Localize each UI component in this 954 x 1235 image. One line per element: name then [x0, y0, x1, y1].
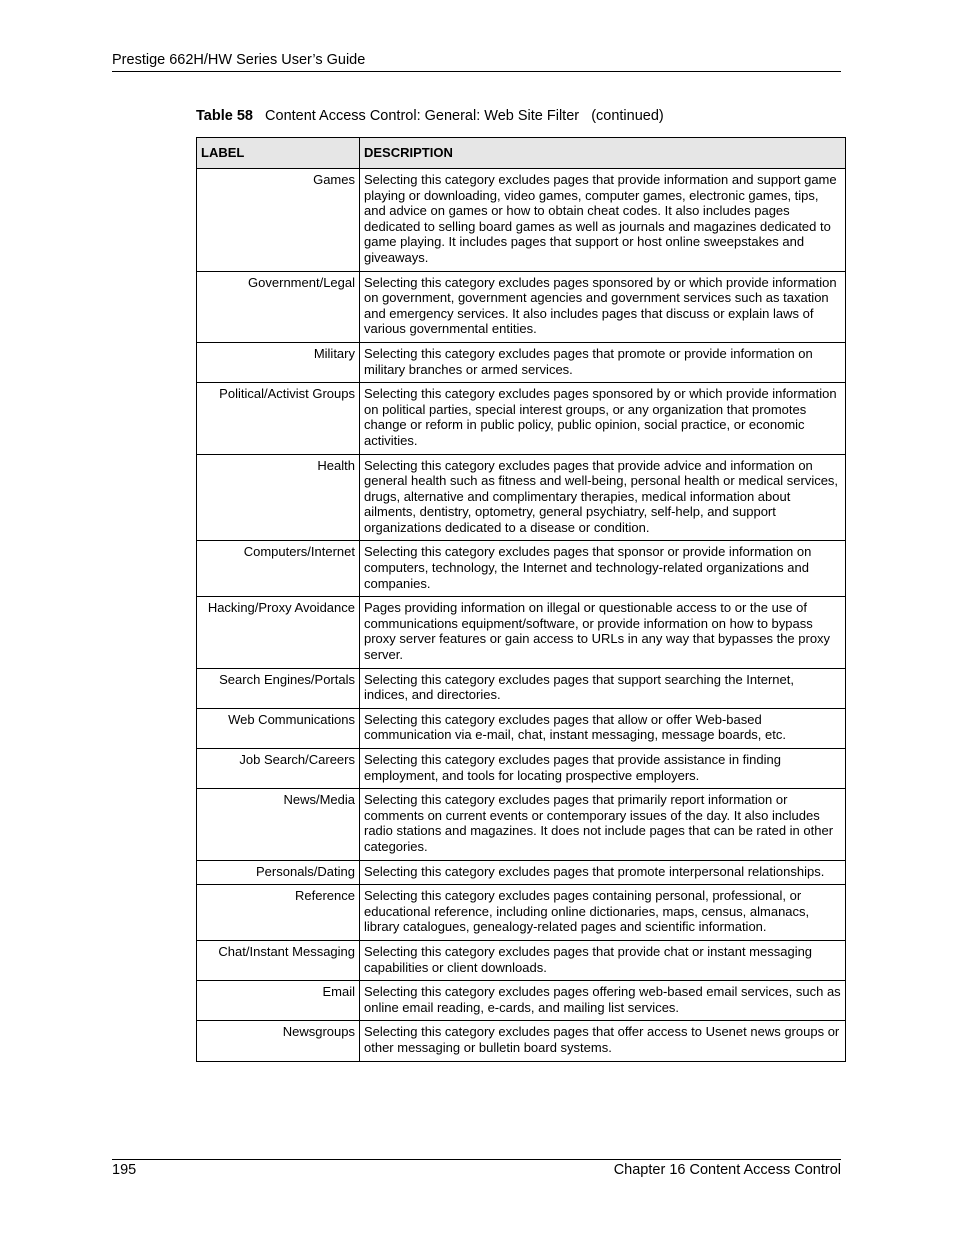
row-label: Web Communications — [197, 708, 360, 748]
row-description: Selecting this category excludes pages that sponsor or provide information on computers, technology, the Internet and technology-related organizations and companies. — [360, 541, 846, 597]
table-caption — [196, 108, 664, 124]
table-row — [197, 169, 846, 272]
row-description: Selecting this category excludes pages that offer access to Usenet news groups or other messaging or bulletin board systems. — [360, 1021, 846, 1061]
row-description: Selecting this category excludes pages that promote interpersonal relationships. — [360, 860, 846, 885]
header-divider — [112, 71, 841, 72]
table-row — [197, 981, 846, 1021]
row-description: Selecting this category excludes pages that promote or provide information on military branches or armed services. — [360, 342, 846, 382]
page-number: 195 — [112, 1162, 137, 1178]
table-row — [197, 342, 846, 382]
table-row — [197, 789, 846, 860]
row-label: Job Search/Careers — [197, 749, 360, 789]
table-row — [197, 749, 846, 789]
row-label: Health — [197, 454, 360, 541]
row-label: Games — [197, 169, 360, 272]
row-description: Selecting this category excludes pages that provide advice and information on general health such as fitness and well-being, personal health or medical services, drugs, alternative and complimentary therapies, medical information about ailments, dentistry, optometry, general psychiatry, self-help, and support organizations dedicated to a disease or condition. — [360, 454, 846, 541]
table-continued-note: (continued) — [591, 108, 664, 124]
row-description: Selecting this category excludes pages that primarily report information or comments on current events or contemporary issues of the day. It also includes radio stations and magazines. It does not include pages that can be rated in other categories. — [360, 789, 846, 860]
row-label: Email — [197, 981, 360, 1021]
running-header-title: Prestige 662H/HW Series User’s Guide — [112, 52, 366, 68]
row-description: Selecting this category excludes pages that provide chat or instant messaging capabilities or client downloads. — [360, 940, 846, 980]
table-row — [197, 541, 846, 597]
row-label: Reference — [197, 885, 360, 941]
row-label: Chat/Instant Messaging — [197, 940, 360, 980]
table-row — [197, 454, 846, 541]
table-row — [197, 668, 846, 708]
footer-divider — [112, 1159, 841, 1160]
table-row — [197, 1021, 846, 1061]
row-description: Selecting this category excludes pages sponsored by or which provide information on government, government agencies and government services such as taxation and emergency services. It also includes pages that discuss or explain laws of various governmental entities. — [360, 271, 846, 342]
web-site-filter-table — [196, 137, 846, 1062]
row-description: Selecting this category excludes pages that provide assistance in finding employment, and tools for locating prospective employers. — [360, 749, 846, 789]
table-row — [197, 885, 846, 941]
row-description: Selecting this category excludes pages that support searching the Internet, indices, and directories. — [360, 668, 846, 708]
row-description: Pages providing information on illegal or questionable access to or the use of communications equipment/software, or provide information on how to bypass proxy server features or gain access to URLs in any way that bypasses the proxy server. — [360, 597, 846, 668]
chapter-title: Chapter 16 Content Access Control — [613, 1162, 841, 1178]
table-row — [197, 940, 846, 980]
table-row — [197, 597, 846, 668]
row-label: News/Media — [197, 789, 360, 860]
table-number: Table 58 — [196, 108, 253, 124]
column-header-description: DESCRIPTION — [360, 138, 846, 169]
row-label: Hacking/Proxy Avoidance — [197, 597, 360, 668]
column-header-label: LABEL — [197, 138, 360, 169]
table-row — [197, 860, 846, 885]
row-label: Political/Activist Groups — [197, 383, 360, 454]
table-row — [197, 271, 846, 342]
table-header-row — [197, 138, 846, 169]
row-label: Computers/Internet — [197, 541, 360, 597]
row-description: Selecting this category excludes pages sponsored by or which provide information on political parties, special interest groups, or any organization that promotes change or reform in public policy, public opinion, social practice, or economic activities. — [360, 383, 846, 454]
table-row — [197, 708, 846, 748]
row-label: Search Engines/Portals — [197, 668, 360, 708]
table-title: Content Access Control: General: Web Site Filter — [265, 108, 580, 124]
row-description: Selecting this category excludes pages offering web-based email services, such as online email reading, e-cards, and mailing list services. — [360, 981, 846, 1021]
row-label: Government/Legal — [197, 271, 360, 342]
row-label: Military — [197, 342, 360, 382]
row-description: Selecting this category excludes pages that allow or offer Web-based communication via e-mail, chat, instant messaging, message boards, etc. — [360, 708, 846, 748]
row-label: Personals/Dating — [197, 860, 360, 885]
row-description: Selecting this category excludes pages that provide information and support game playing or downloading, video games, computer games, electronic games, tips, and advice on games or how to obtain cheat codes. It also includes pages dedicated to selling board games as well as journals and magazines dedicated to game playing. It includes pages that support or host online sweepstakes and giveaways. — [360, 169, 846, 272]
row-description: Selecting this category excludes pages containing personal, professional, or educational reference, including online dictionaries, maps, census, almanacs, library catalogues, genealogy-related pages and scientific information. — [360, 885, 846, 941]
table-row — [197, 383, 846, 454]
row-label: Newsgroups — [197, 1021, 360, 1061]
